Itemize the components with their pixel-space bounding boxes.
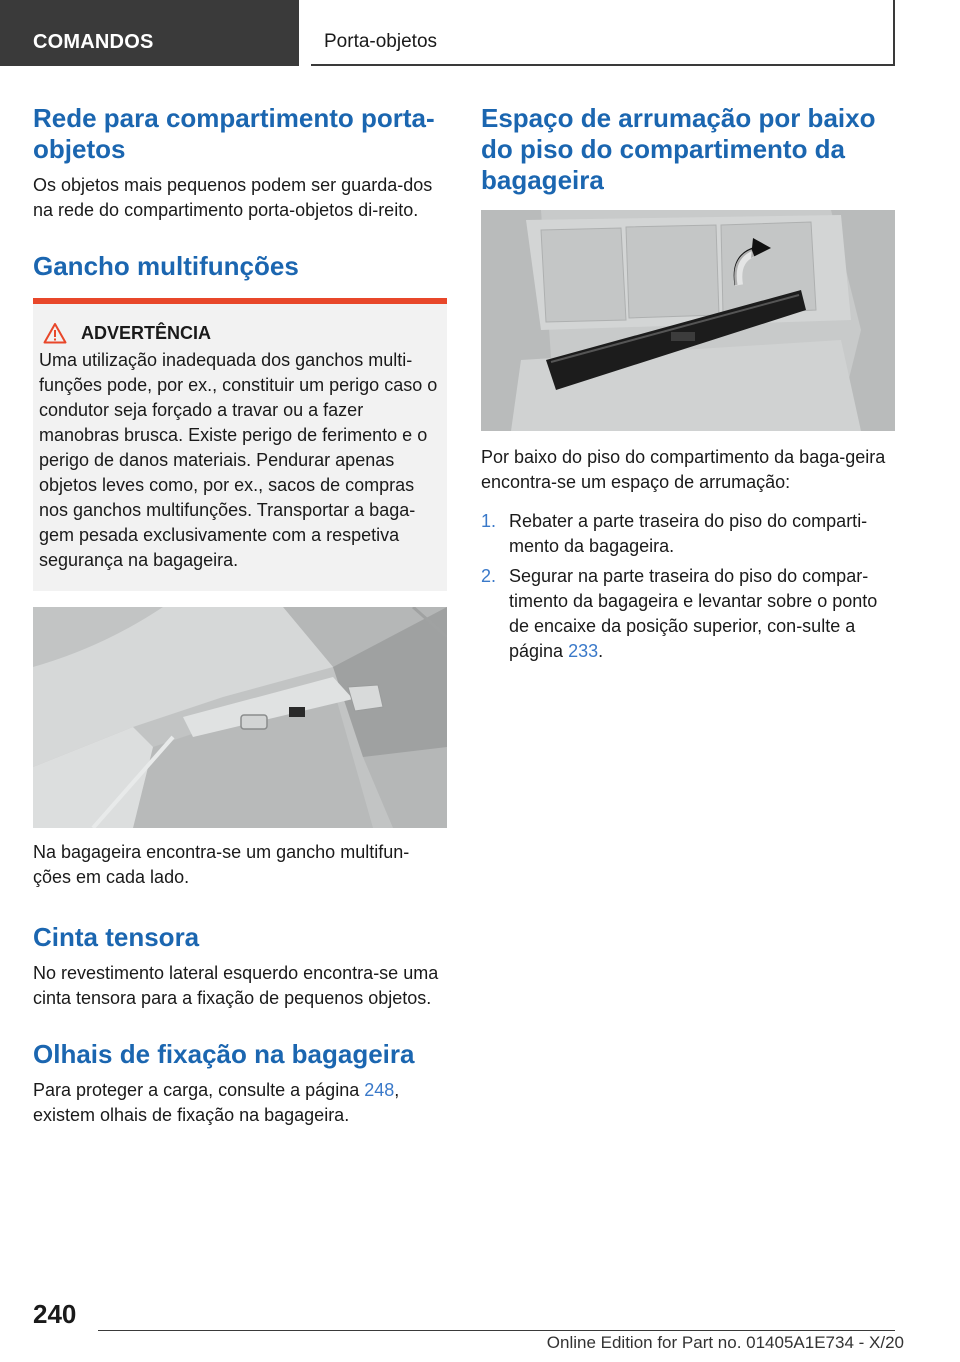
list-item [481, 564, 895, 664]
right-column [481, 103, 895, 669]
left-column [33, 103, 447, 1128]
step-number: 2. [481, 566, 497, 586]
strap-text: No revestimento lateral esquerdo encontra-se uma cinta tensora para a fixação de pequenos objetos. [33, 963, 439, 1008]
section-title: Porta-objetos [311, 0, 895, 66]
footer-edition: Online Edition for Part no. 01405A1E734 - X/20 [546, 1333, 904, 1352]
warning-box [33, 304, 447, 591]
step-page-link[interactable]: 233 [568, 641, 599, 661]
step-number: 1. [481, 511, 497, 531]
eyelets-page-link[interactable]: 248 [364, 1080, 395, 1100]
storage-heading: Espaço de arrumação por baixo do piso do compartimento da bagageira [481, 103, 876, 195]
storage-intro: Por baixo do piso do compartimento da baga-geira encontra-se um espaço de arrumação: [481, 447, 886, 492]
hook-heading: Gancho multifunções [33, 251, 299, 281]
warning-triangle-icon [43, 322, 67, 344]
hook-figure [33, 607, 447, 828]
eyelets-text-after: , existem olhais de fixação na bagageira. [33, 1080, 400, 1125]
step-text-after: . [598, 641, 604, 661]
page-number: 240 [33, 1299, 77, 1329]
list-item [481, 509, 895, 559]
hook-caption: Na bagageira encontra-se um gancho multifun-ções em cada lado. [33, 842, 410, 887]
step-text [509, 564, 895, 664]
footer-rule [98, 1330, 895, 1331]
step-text-before: Segurar na parte traseira do piso do compar-timento da bagageira e levantar sobre o ponto de encaixe da posição superior, con-sulte a página [509, 566, 878, 661]
chapter-tab: COMANDOS [0, 0, 299, 66]
step-text: Rebater a parte traseira do piso do comparti-mento da bagageira. [509, 511, 868, 556]
strap-heading: Cinta tensora [33, 922, 200, 952]
storage-figure [481, 210, 895, 431]
warning-title: ADVERTÊNCIA [81, 322, 212, 343]
storage-steps [481, 509, 895, 664]
net-heading: Rede para compartimento porta-objetos [33, 103, 435, 164]
warning-text: Uma utilização inadequada dos ganchos multi-funções pode, por ex., constituir um perigo caso o condutor seja forçado a travar ou a fazer manobras brusca. Existe perigo de ferimento e o perigo de danos materiais. Pendurar apenas objetos leves como, por ex., sacos de compras nos ganchos multifunções. Transportar a baga-gem pesada exclusivamente com a respetiva segurança na bagageira. [39, 350, 438, 570]
eyelets-text [33, 1078, 447, 1128]
eyelets-heading: Olhais de fixação na bagageira [33, 1039, 415, 1069]
warning-title-row [39, 322, 441, 344]
eyelets-text-before: Para proteger a carga, consulte a página [33, 1080, 365, 1100]
net-text: Os objetos mais pequenos podem ser guarda-dos na rede do compartimento porta-objetos di-reito. [33, 175, 433, 220]
